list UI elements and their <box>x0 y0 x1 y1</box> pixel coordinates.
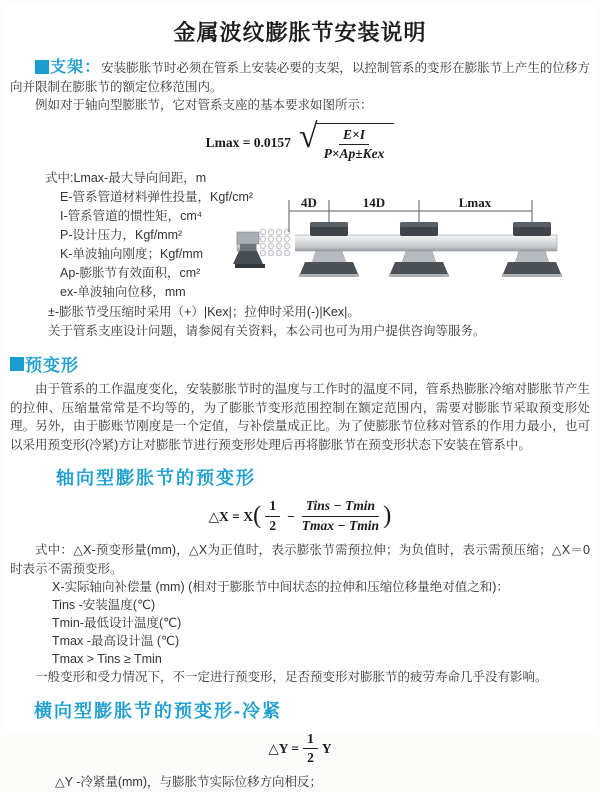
half-numerator: 1 <box>265 498 280 517</box>
preform-heading-label: 预变形 <box>25 356 79 376</box>
definition-line: Ap-膨胀节有效面积，cm² <box>60 266 201 281</box>
axial-note: Tmax > Tins ≥ Tmin <box>52 652 162 666</box>
definition-line: P-设计压力，Kgf/mm² <box>60 228 183 243</box>
axial-formula-lhs: △X = X <box>208 508 253 524</box>
temperature-fraction <box>302 498 379 535</box>
plus-minus-note: ±-膨胀节受压缩时采用（+）|Kex|；拉伸时采用(-)|Kex|。 <box>48 305 360 320</box>
consulting-note: 关于管系支座设计问题，请参阅有关资料，本公司也可为用户提供咨询等服务。 <box>48 324 486 339</box>
bellows-icon <box>257 230 295 256</box>
lateral-formula-lhs: △Y = <box>268 740 300 756</box>
temperature-numerator: Tins − Tmin <box>302 498 379 517</box>
axial-preform-formula <box>10 498 590 535</box>
right-paren: ) <box>382 502 392 530</box>
sqrt-symbol-icon: √ <box>298 117 318 155</box>
axial-formula-explanation: 式中：△X-预变形量(mm)，△X为正值时，表示膨张节需预拉伸；为负值时，表示需预压缩；△X＝0时表示不需预变形。 <box>10 543 590 576</box>
preform-paragraph: 由于管系的工作温度变化，安装膨胀节时的温度与工作时的温度不同，管系热膨胀冷缩对膨胀节产生的拉伸、压缩量常常是不均等的，为了膨胀节变形范围控制在额定范围内，需要对膨胀节采取预变形处理。另外，由于膨账节刚度是一个定值，与补偿量成正比。为了使膨胀节位移对管系的作用力最小，也可以采用预变形(冷紧)方让对膨胀节进行预变形处理后再将膨胀节在预变形状态下安装在管系中。 <box>10 382 590 452</box>
half-denominator: 2 <box>269 518 277 534</box>
definition-line: ex-单波轴向位移，mm <box>60 285 186 300</box>
definition-line: I-管系管道的惯性矩，cm⁴ <box>60 209 203 224</box>
sqrt-radical <box>298 117 395 164</box>
pipe-support-diagram <box>235 195 590 290</box>
axial-note: Tmin-最低设计温度(℃) <box>52 616 182 630</box>
support-section-heading: 支架： <box>50 59 102 76</box>
left-paren: ( <box>253 502 262 530</box>
lateral-formula-rhs: Y <box>321 740 332 756</box>
lmax-fraction <box>324 127 385 164</box>
definitions-and-diagram <box>10 169 590 303</box>
axial-note: Tmax -最高设计温 (℃) <box>52 634 180 648</box>
temperature-denominator: Tmax − Tmin <box>301 518 379 534</box>
definition-line: 式中:Lmax-最大导向间距，m <box>45 171 207 186</box>
support-example-line: 例如对于轴向型膨胀节，它对管系支座的基本要求如图所示： <box>35 98 373 112</box>
section-marker-icon <box>35 60 49 74</box>
support-intro-text: 安装膨胀节时必须在管系上安装必要的支架，以控制管系的变形在膨胀节上产生的位移方向并限制在膨胀节的额定位移范围内。 <box>10 61 590 94</box>
lmax-fraction-denominator: P×Ap±Kex <box>323 146 385 162</box>
support-intro-paragraph <box>10 59 590 96</box>
diagram-label-4d: 4D <box>301 195 317 211</box>
axial-note: X-实际轴向补偿量 (mm) (相对于膨胀节中间状态的拉伸和压缩位移量绝对值之和)： <box>52 580 509 594</box>
page-title: 金属波纹膨胀节安装说明 <box>173 20 427 45</box>
axial-note: Tins -安装温度(℃) <box>52 598 156 612</box>
lateral-half-fraction <box>303 731 318 768</box>
axial-closing-note: 一般变形和受力情况下，不一定进行预变形，足否预变形对膨胀节的疲劳寿命几乎没有影响。 <box>35 670 548 684</box>
sqrt-body <box>315 123 395 164</box>
lmax-formula-lhs: Lmax = 0.0157 <box>205 134 291 150</box>
definition-line: E-管系管道材料弹性投量，Kgf/cm² <box>60 190 254 205</box>
definition-line: K-单波轴向刚度；Kgf/mm <box>60 247 204 262</box>
section-marker-icon <box>10 357 24 371</box>
diagram-label-lmax: Lmax <box>458 195 492 211</box>
lmax-formula <box>10 117 590 164</box>
lateral-note: △Y -冷紧量(mm)，与膨胀节实际位移方向相反； <box>55 775 323 790</box>
diagram-label-14d: 14D <box>362 195 386 211</box>
axial-preform-heading: 轴向型膨胀节的预变形 <box>56 468 256 489</box>
half-fraction <box>265 498 280 535</box>
lmax-fraction-numerator: E×I <box>339 127 369 146</box>
lateral-numerator: 1 <box>303 731 318 750</box>
minus-operator: − <box>287 508 295 524</box>
lateral-preform-formula <box>10 731 590 768</box>
lateral-preform-heading: 横向型膨胀节的预变形-冷紧 <box>34 700 282 721</box>
preform-section-heading <box>10 351 590 376</box>
lateral-denominator: 2 <box>307 750 314 766</box>
